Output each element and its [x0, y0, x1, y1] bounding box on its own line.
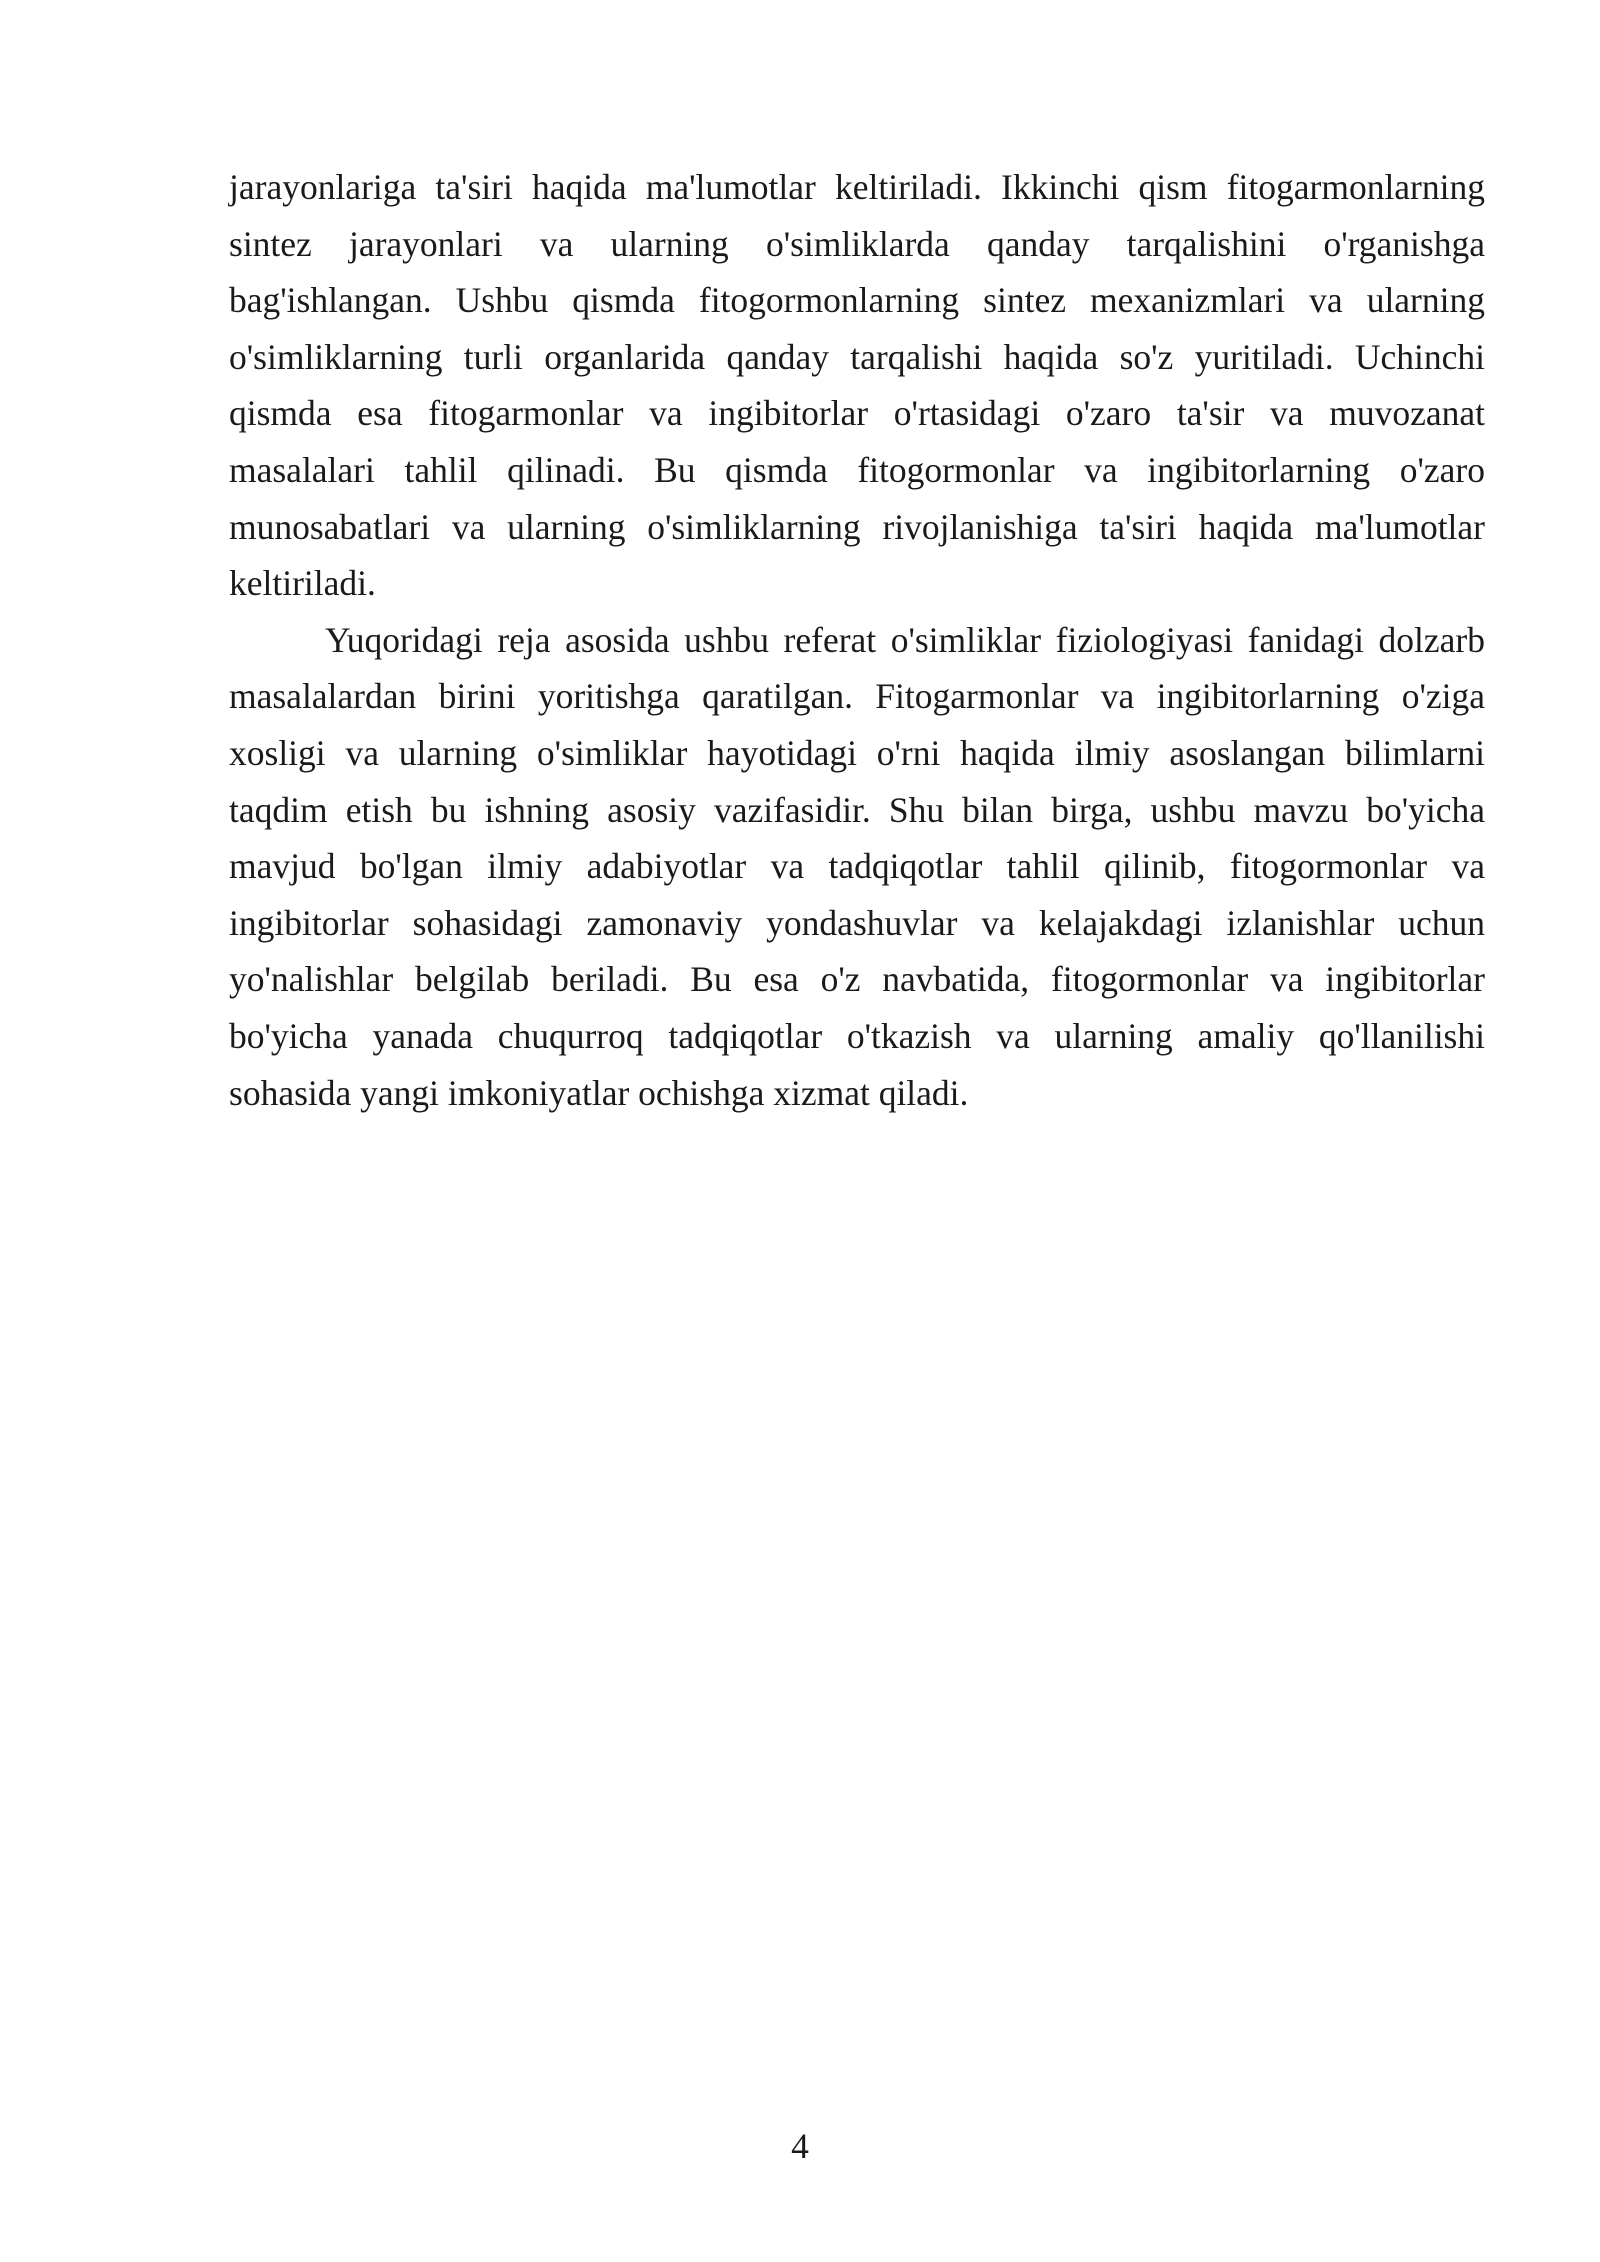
page-body: [229, 159, 1485, 1121]
paragraph-plan-summary: Yuqoridagi reja asosida ushbu referat o'simliklar fiziologiyasi fanidagi dolzarb masalalardan birini yoritishga qaratilgan. Fitogarmonlar va ingibitorlarning o'ziga xosligi va ularning o'simliklar hayotidagi o'rni haqida ilmiy asoslangan bilimlarni taqdim etish bu ishning asosiy vazifasidir. Shu bilan birga, ushbu mavzu bo'yicha mavjud bo'lgan ilmiy adabiyotlar va tadqiqotlar tahlil qilinib, fitogormonlar va ingibitorlar sohasidagi zamonaviy yondashuvlar va kelajakdagi izlanishlar uchun yo'nalishlar belgilab beriladi. Bu esa o'z navbatida, fitogormonlar va ingibitorlar bo'yicha yanada chuqurroq tadqiqotlar o'tkazish va ularning amaliy qo'llanilishi sohasida yangi imkoniyatlar ochishga xizmat qiladi.: [229, 619, 1485, 1113]
paragraph-continuation: jarayonlariga ta'siri haqida ma'lumotlar keltiriladi. Ikkinchi qism fitogarmonlarning sintez jarayonlari va ularning o'simliklarda qanday tarqalishini o'rganishga bag'ishlangan. Ushbu qismda fitogormonlarning sintez mexanizmlari va ularning o'simliklarning turli organlarida qanday tarqalishi haqida so'z yuritiladi. Uchinchi qismda esa fitogarmonlar va ingibitorlar o'rtasidagi o'zaro ta'sir va muvozanat masalalari tahlil qilinadi. Bu qismda fitogormonlar va ingibitorlarning o'zaro munosabatlari va ularning o'simliklarning rivojlanishiga ta'siri haqida ma'lumotlar keltiriladi.: [229, 167, 1485, 604]
page-number: 4: [791, 2126, 809, 2166]
